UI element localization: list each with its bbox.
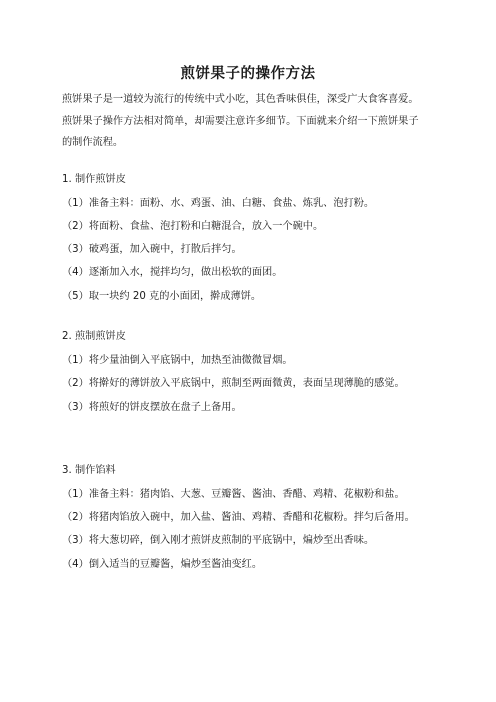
step-item: （3）将煎好的饼皮摆放在盘子上备用。 xyxy=(62,402,242,413)
intro-line: 煎饼果子是一道较为流行的传统中式小吃，其色香味俱佳，深受广大食客喜爱。 xyxy=(62,94,419,105)
step-item: （1）将少量油倒入平底锅中，加热至油微微冒烟。 xyxy=(62,355,293,366)
step-item: （4）倒入适当的豆瓣酱，煸炒至酱油变红。 xyxy=(62,559,263,570)
page-title: 煎饼果子的操作方法 xyxy=(180,66,316,82)
step-item: （2）将面粉、食盐、泡打粉和白糖混合，放入一个碗中。 xyxy=(62,221,324,232)
intro-paragraph xyxy=(62,89,440,154)
section-heading-3: 3. 制作馅料 xyxy=(62,465,116,476)
step-item: （3）破鸡蛋，加入碗中，打散后拌匀。 xyxy=(62,244,242,255)
step-item: （4）逐渐加入水，搅拌均匀，做出松软的面团。 xyxy=(62,267,283,278)
step-item: （1）准备主料：猪肉馅、大葱、豆瓣酱、酱油、香醋、鸡精、花椒粉和盐。 xyxy=(62,489,405,500)
intro-line: 煎饼果子操作方法相对简单，却需要注意许多细节。下面就来介绍一下煎饼果子 xyxy=(62,115,419,127)
intro-line: 的制作流程。 xyxy=(62,137,124,148)
step-item: （1）准备主料：面粉、水、鸡蛋、油、白糖、食盐、炼乳、泡打粉。 xyxy=(62,198,375,209)
step-item: （2）将猪肉馅放入碗中，加入盐、酱油、鸡精、香醋和花椒粉。拌匀后备用。 xyxy=(62,512,415,523)
section-heading-2: 2. 煎制煎饼皮 xyxy=(62,331,126,342)
step-item: （5）取一块约 20 克的小面团，擀成薄饼。 xyxy=(62,291,262,302)
step-item: （3）将大葱切碎，倒入刚才煎饼皮煎制的平底锅中，煸炒至出香味。 xyxy=(62,535,375,546)
section-heading-1: 1. 制作煎饼皮 xyxy=(62,174,126,185)
step-item: （2）将擀好的薄饼放入平底锅中，煎制至两面微黄，表面呈现薄脆的感觉。 xyxy=(62,378,405,389)
